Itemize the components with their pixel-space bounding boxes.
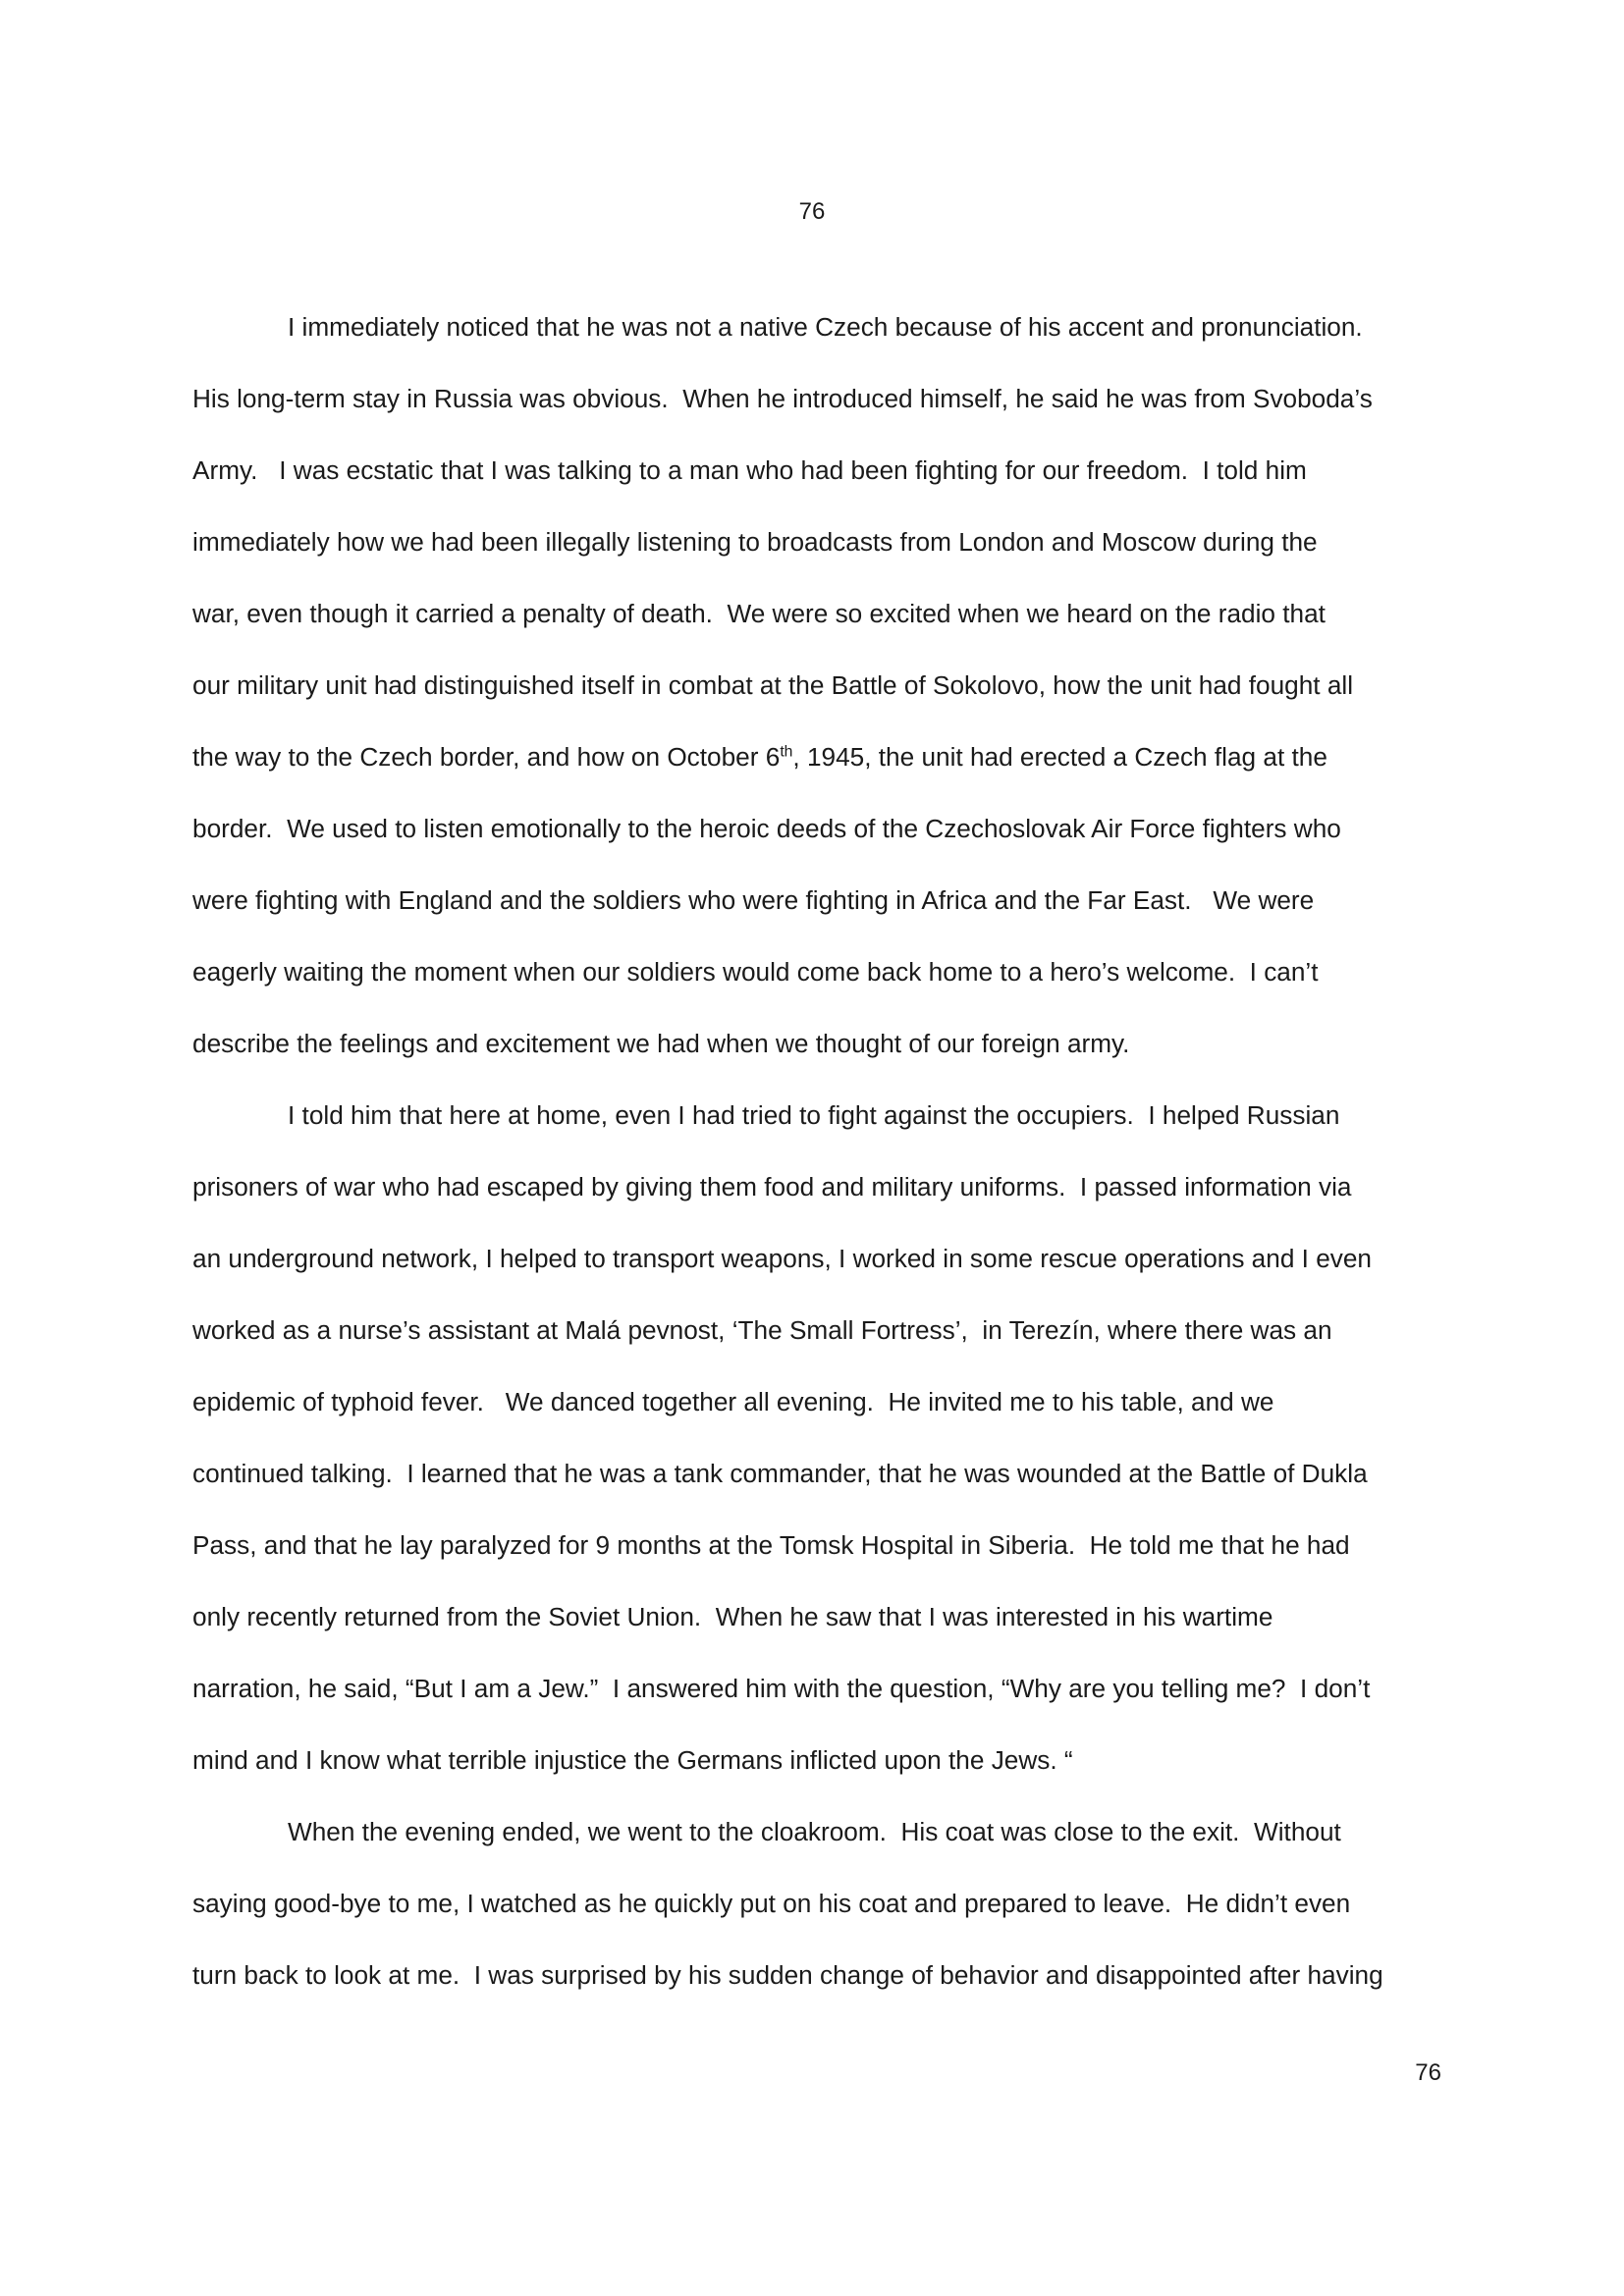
text-fragment: the way to the Czech border, and how on October 6 xyxy=(192,742,781,772)
text-line: His long-term stay in Russia was obvious. When he introduced himself, he said he was from Svoboda’s xyxy=(192,384,1373,413)
text-line: war, even though it carried a penalty of death. We were so excited when we heard on the radio that xyxy=(192,599,1326,628)
text-line-with-superscript xyxy=(192,721,1445,793)
text-line: turn back to look at me. I was surprised by his sudden change of behavior and disappointed after having xyxy=(192,1960,1383,1990)
page-number-top: 76 xyxy=(798,198,826,225)
text-line: were fighting with England and the soldiers who were fighting in Africa and the Far East. We were xyxy=(192,885,1315,915)
paragraph-2 xyxy=(192,1080,1445,1796)
paragraph-3 xyxy=(192,1796,1445,2011)
text-line: only recently returned from the Soviet Union. When he saw that I was interested in his wartime xyxy=(192,1602,1273,1631)
text-line: immediately how we had been illegally listening to broadcasts from London and Moscow during the xyxy=(192,527,1318,557)
text-line: our military unit had distinguished itself in combat at the Battle of Sokolovo, how the unit had fought all xyxy=(192,670,1354,700)
text-line: narration, he said, “But I am a Jew.” I answered him with the question, “Why are you telling me? I don’t xyxy=(192,1674,1371,1703)
text-line: Army. I was ecstatic that I was talking to a man who had been fighting for our freedom. I told him xyxy=(192,455,1307,485)
text-line: continued talking. I learned that he was a tank commander, that he was wounded at the Battle of Dukla xyxy=(192,1459,1368,1488)
text-line: I told him that here at home, even I had tried to fight against the occupiers. I helped Russian xyxy=(288,1100,1340,1130)
text-line: Pass, and that he lay paralyzed for 9 months at the Tomsk Hospital in Siberia. He told me that he had xyxy=(192,1530,1350,1560)
paragraph-1 xyxy=(192,292,1445,1080)
page-number-bottom: 76 xyxy=(1415,2059,1441,2086)
text-line: saying good-bye to me, I watched as he quickly put on his coat and prepared to leave. He didn’t even xyxy=(192,1889,1351,1918)
text-line: worked as a nurse’s assistant at Malá pevnost, ‘The Small Fortress’, in Terezín, where there was an xyxy=(192,1315,1332,1345)
text-line: border. We used to listen emotionally to the heroic deeds of the Czechoslovak Air Force fighters who xyxy=(192,814,1341,843)
ordinal-superscript: th xyxy=(780,743,793,761)
text-line: epidemic of typhoid fever. We danced together all evening. He invited me to his table, and we xyxy=(192,1387,1274,1416)
text-line: When the evening ended, we went to the cloakroom. His coat was close to the exit. Without xyxy=(288,1817,1341,1846)
text-line: eagerly waiting the moment when our soldiers would come back home to a hero’s welcome. I can’t xyxy=(192,957,1319,987)
text-line: describe the feelings and excitement we had when we thought of our foreign army. xyxy=(192,1029,1130,1058)
text-fragment: , 1945, the unit had erected a Czech flag at the xyxy=(792,742,1327,772)
text-line: mind and I know what terrible injustice the Germans inflicted upon the Jews. “ xyxy=(192,1745,1073,1775)
body-text xyxy=(192,292,1445,2011)
text-line: prisoners of war who had escaped by giving them food and military uniforms. I passed information via xyxy=(192,1172,1352,1201)
text-line: I immediately noticed that he was not a native Czech because of his accent and pronunciation. xyxy=(288,312,1363,342)
text-line: an underground network, I helped to transport weapons, I worked in some rescue operations and I even xyxy=(192,1244,1372,1273)
